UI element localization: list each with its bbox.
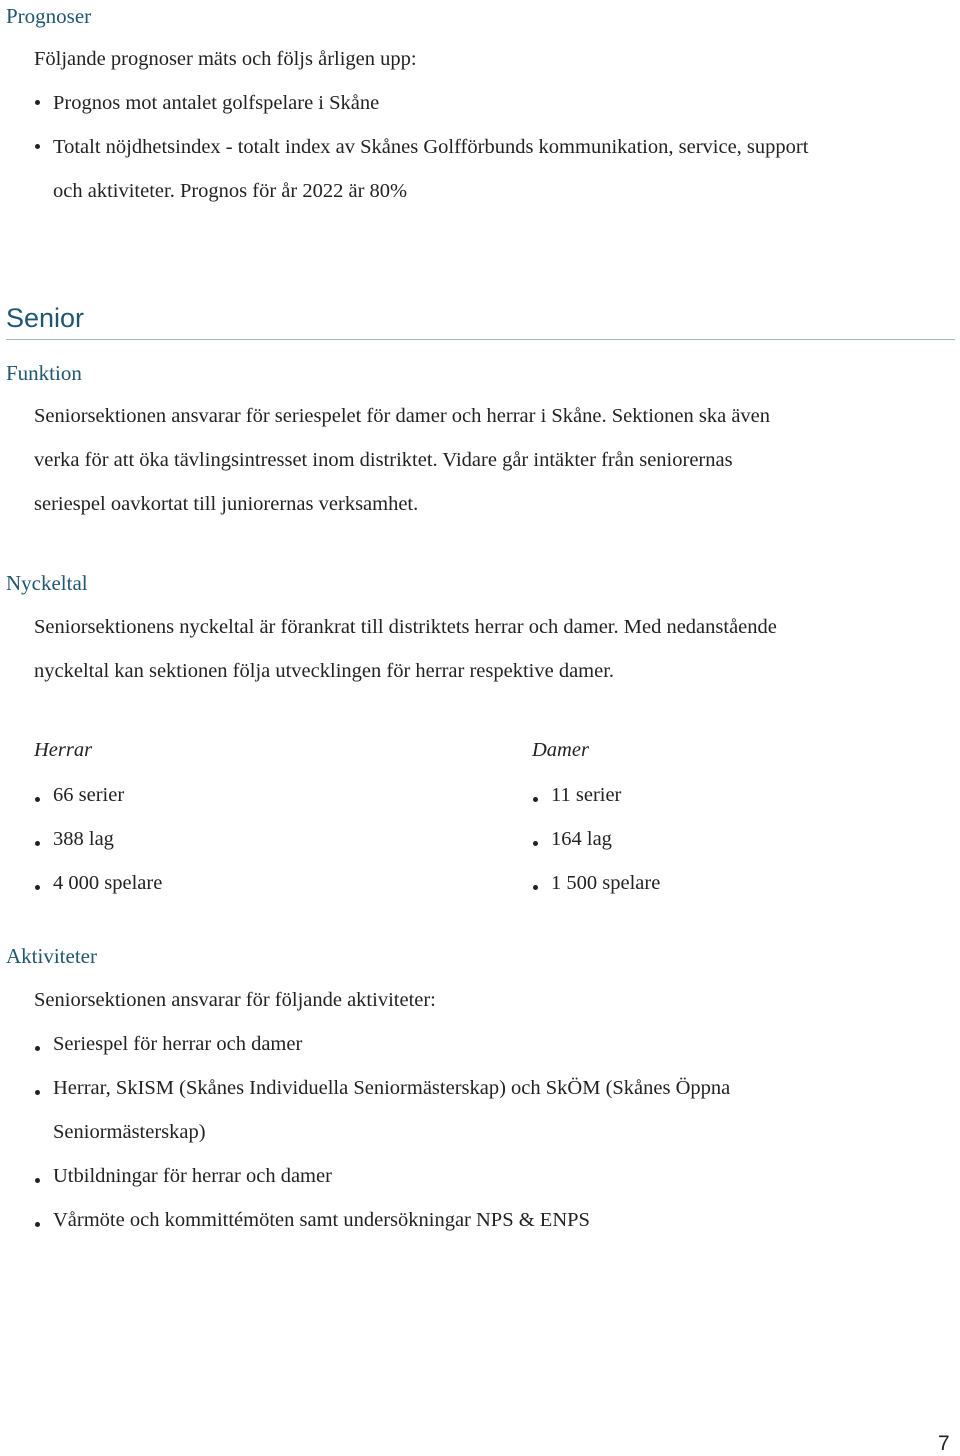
funktion-line: Seniorsektionen ansvarar för seriespelet för damer och herrar i Skåne. Sektionen ska även <box>34 405 771 427</box>
nyckeltal-line: Seniorsektionens nyckeltal är förankrat till distriktets herrar och damer. Med nedanstående <box>34 616 777 638</box>
bullet-icon <box>35 1090 40 1095</box>
bullet-icon <box>533 885 538 890</box>
damer-item: 1 500 spelare <box>551 872 661 894</box>
funktion-line: verka för att öka tävlingsintresset inom distriktet. Vidare går intäkter från seniorernas <box>34 449 733 471</box>
herrar-item: 4 000 spelare <box>53 872 163 894</box>
herrar-label: Herrar <box>34 739 93 761</box>
damer-label: Damer <box>532 739 589 761</box>
page-number: 7 <box>938 1432 950 1455</box>
bullet-icon <box>35 797 40 802</box>
bullet-icon <box>35 1178 40 1183</box>
herrar-item: 66 serier <box>53 784 125 806</box>
nyckeltal-heading: Nyckeltal <box>6 571 88 595</box>
damer-item: 11 serier <box>551 784 622 806</box>
aktivitet-item: Vårmöte och kommittémöten samt undersökningar NPS & ENPS <box>53 1209 590 1231</box>
section-title-senior: Senior <box>6 303 85 333</box>
section-divider <box>6 339 955 340</box>
list-item: Prognos mot antalet golfspelare i Skåne <box>53 92 380 114</box>
bullet-icon <box>35 144 40 149</box>
prognoser-heading: Prognoser <box>6 4 92 28</box>
aktivitet-item: Utbildningar för herrar och damer <box>53 1165 332 1187</box>
nyckeltal-line: nyckeltal kan sektionen följa utvecklingen för herrar respektive damer. <box>34 660 615 682</box>
bullet-icon <box>533 797 538 802</box>
aktiviteter-heading: Aktiviteter <box>6 944 97 968</box>
bullet-icon <box>35 1046 40 1051</box>
damer-item: 164 lag <box>551 828 612 850</box>
aktivitet-item: Seriespel för herrar och damer <box>53 1033 303 1055</box>
bullet-icon <box>35 841 40 846</box>
bullet-icon <box>533 841 538 846</box>
funktion-heading: Funktion <box>6 361 82 385</box>
bullet-icon <box>35 1222 40 1227</box>
bullet-icon <box>35 100 40 105</box>
funktion-line: seriespel oavkortat till juniorernas verksamhet. <box>34 493 419 515</box>
aktiviteter-intro: Seniorsektionen ansvarar för följande aktiviteter: <box>34 989 436 1011</box>
herrar-item: 388 lag <box>53 828 114 850</box>
bullet-icon <box>35 885 40 890</box>
aktivitet-item-continuation: Seniormästerskap) <box>53 1121 206 1143</box>
list-item-continuation: och aktiviteter. Prognos för år 2022 är 80% <box>53 180 408 202</box>
prognoser-intro: Följande prognoser mäts och följs årligen upp: <box>34 48 417 70</box>
list-item: Totalt nöjdhetsindex - totalt index av Skånes Golfförbunds kommunikation, service, support <box>53 136 809 158</box>
aktivitet-item: Herrar, SkISM (Skånes Individuella Seniormästerskap) och SkÖM (Skånes Öppna <box>53 1077 731 1099</box>
